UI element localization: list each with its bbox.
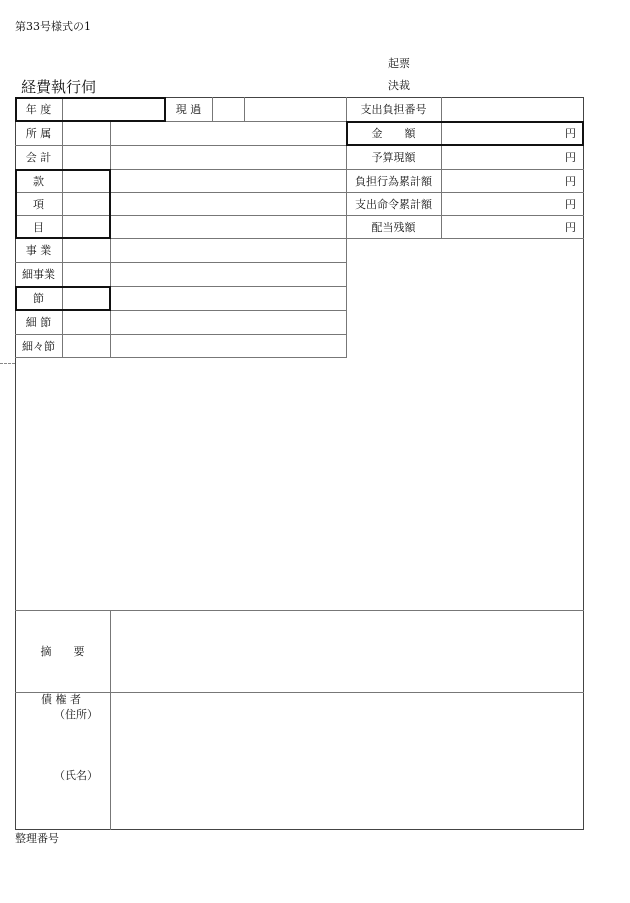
label-saijigyo: 細事業 — [22, 268, 55, 281]
label-saisaisetsu: 細々節 — [22, 339, 55, 353]
col-divider — [110, 121, 111, 358]
col-divider — [244, 97, 245, 121]
label-shozoku: 所 属 — [25, 127, 52, 140]
label-genka: 現 過 — [175, 103, 202, 116]
label-tekiyo: 摘 要 — [40, 645, 85, 658]
yen-unit: 円 — [565, 151, 576, 164]
label-ko: 項 — [33, 197, 44, 211]
row-divider — [15, 334, 346, 335]
label-futan-koi-ruikei: 負担行為累計額 — [355, 174, 432, 188]
approval-draft-label: 起票 — [388, 57, 410, 70]
label-yosan-gengaku: 予算現額 — [371, 151, 416, 164]
label-setsu: 節 — [33, 292, 44, 305]
label-kingaku: 金 額 — [371, 127, 416, 140]
label-haito-zangaku: 配当残額 — [371, 220, 416, 234]
col-divider — [110, 610, 111, 830]
yen-unit: 円 — [565, 220, 576, 234]
col-divider — [212, 97, 213, 121]
label-jigyo: 事 業 — [25, 244, 52, 257]
label-shishutsu-futan-bango: 支出負担番号 — [360, 103, 427, 116]
approval-decision-label: 決裁 — [388, 79, 410, 92]
label-saisetsu: 細 節 — [25, 316, 52, 329]
section-divider — [15, 692, 584, 693]
row-divider — [15, 262, 346, 263]
label-creditor-address: （住所） — [54, 708, 98, 721]
row-divider — [15, 357, 346, 358]
label-creditor-name: （氏名） — [54, 769, 98, 782]
yen-unit: 円 — [565, 174, 576, 188]
fold-mark — [0, 363, 15, 364]
label-kan: 款 — [33, 174, 44, 188]
label-seiri-bango: 整理番号 — [15, 832, 59, 845]
page-title: 経費執行伺 — [21, 78, 97, 96]
label-nendo: 年 度 — [25, 103, 52, 116]
label-moku: 目 — [33, 220, 44, 234]
label-creditor: 債 権 者 — [41, 693, 81, 706]
form-number: 第33号様式の1 — [15, 20, 91, 33]
yen-unit: 円 — [565, 197, 576, 211]
yen-unit: 円 — [565, 127, 576, 140]
label-shishutsu-meirei-ruikei: 支出命令累計額 — [355, 197, 432, 211]
label-kaikei: 会 計 — [25, 151, 52, 164]
